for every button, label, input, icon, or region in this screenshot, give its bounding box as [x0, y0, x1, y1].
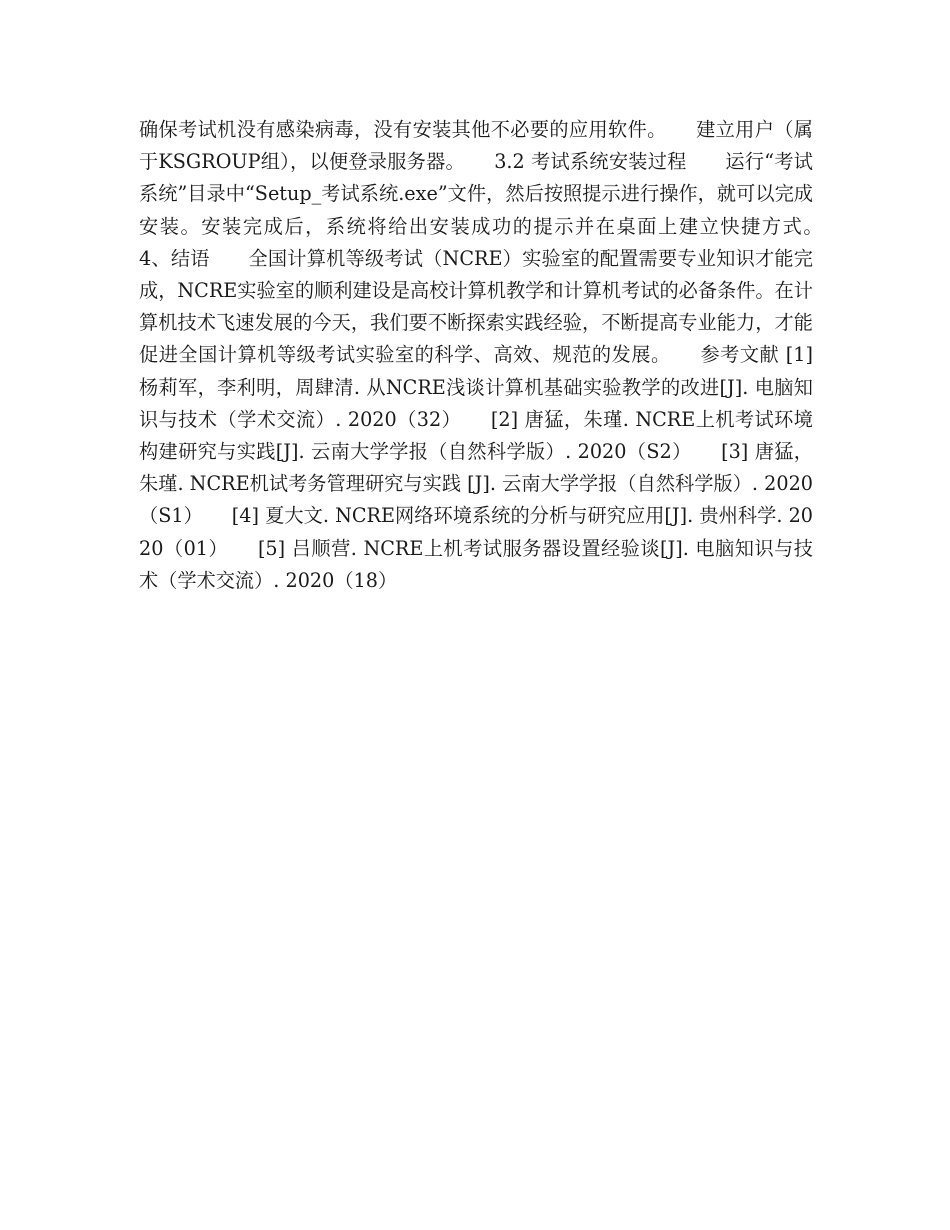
body-paragraph: 确保考试机没有感染病毒，没有安装其他不必要的应用软件。 建立用户（属于KSGROUP组），以便登录服务器。 3.2 考试系统安装过程 运行“考试系统”目录中“Setup_考试系统.exe”文件，然后按照提示进行操作，就可以完成安装。安装完成后，系统将给出安装成功的提示并在桌面上建立快捷方式。 4、结语 全国计算机等级考试（NCRE）实验室的配置需要专业知识才能完成，NCRE实验室的顺利建设是高校计算机教学和计算机考试的必备条件。在计算机技术飞速发展的今天，我们要不断探索实践经验，不断提高专业能力，才能促进全国计算机等级考试实验室的科学、高效、规范的发展。 参考文献 [1] 杨莉军，李利明，周肆清. 从NCRE浅谈计算机基础实验教学的改进[J]. 电脑知识与技术（学术交流）. 2020（32） [2] 唐猛，朱瑾. NCRE上机考试环境构建研究与实践[J]. 云南大学学报（自然科学版）. 2020（S2） [3] 唐猛，朱瑾. NCRE机试考务管理研究与实践 [J]. 云南大学学报（自然科学版）. 2020（S1） [4] 夏大文. NCRE网络环境系统的分析与研究应用[J]. 贵州科学. 2020（01） [5] 吕顺营. NCRE上机考试服务器设置经验谈[J]. 电脑知识与技术（学术交流）. 2020（18） [139, 118, 852, 592]
